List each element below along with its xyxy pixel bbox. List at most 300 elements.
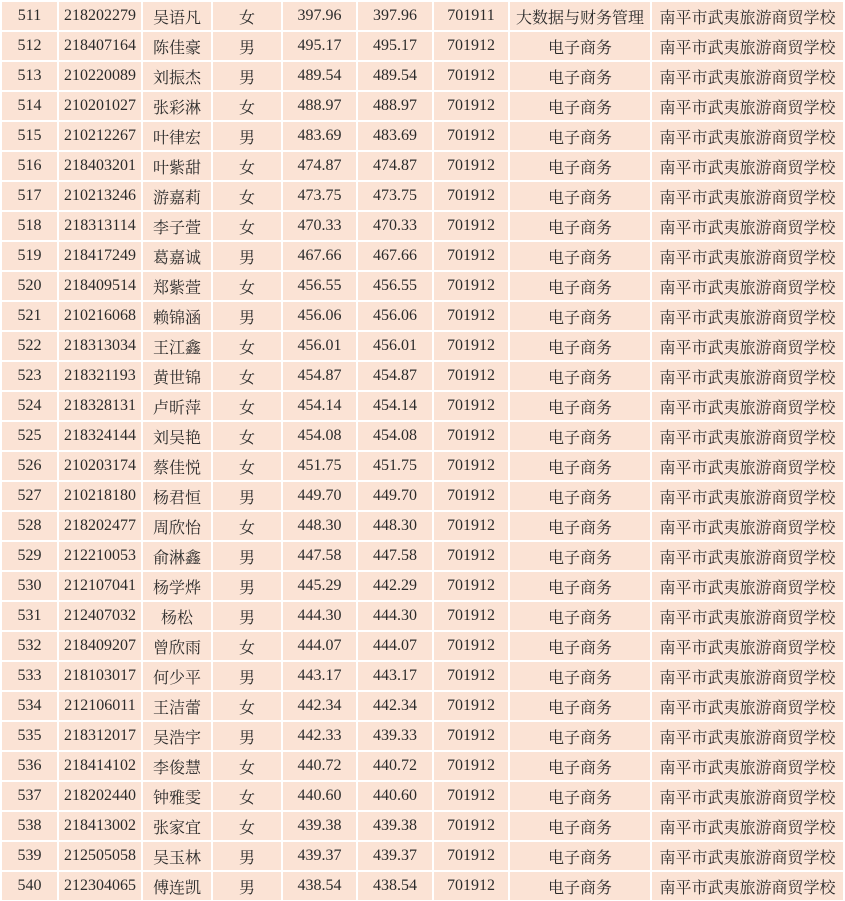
cell-score-final: 456.55 xyxy=(358,272,432,300)
cell-school-name: 南平市武夷旅游商贸学校 xyxy=(652,32,843,60)
cell-student-name: 杨君恒 xyxy=(143,482,211,510)
cell-major: 电子商务 xyxy=(510,842,650,870)
cell-student-id: 218321193 xyxy=(59,362,141,390)
table-row xyxy=(2,152,843,180)
cell-school-name: 南平市武夷旅游商贸学校 xyxy=(652,602,843,630)
cell-seq-number: 523 xyxy=(2,362,57,390)
cell-gender: 女 xyxy=(213,632,281,660)
cell-seq-number: 512 xyxy=(2,32,57,60)
cell-score-final: 439.37 xyxy=(358,842,432,870)
cell-school-name: 南平市武夷旅游商贸学校 xyxy=(652,272,843,300)
cell-gender: 女 xyxy=(213,92,281,120)
cell-major: 电子商务 xyxy=(510,242,650,270)
cell-student-id: 210212267 xyxy=(59,122,141,150)
cell-major: 电子商务 xyxy=(510,872,650,900)
cell-gender: 女 xyxy=(213,362,281,390)
table-row xyxy=(2,722,843,750)
cell-score-primary: 454.08 xyxy=(283,422,356,450)
cell-seq-number: 518 xyxy=(2,212,57,240)
cell-score-primary: 454.14 xyxy=(283,392,356,420)
cell-school-name: 南平市武夷旅游商贸学校 xyxy=(652,122,843,150)
table-row xyxy=(2,392,843,420)
cell-student-id: 218414102 xyxy=(59,752,141,780)
cell-score-final: 488.97 xyxy=(358,92,432,120)
cell-gender: 男 xyxy=(213,242,281,270)
cell-score-primary: 444.07 xyxy=(283,632,356,660)
cell-score-final: 439.33 xyxy=(358,722,432,750)
table-row xyxy=(2,512,843,540)
cell-major: 电子商务 xyxy=(510,272,650,300)
cell-score-primary: 456.06 xyxy=(283,302,356,330)
cell-score-primary: 451.75 xyxy=(283,452,356,480)
cell-school-code: 701912 xyxy=(434,422,508,450)
cell-seq-number: 537 xyxy=(2,782,57,810)
cell-student-name: 吴玉林 xyxy=(143,842,211,870)
cell-student-name: 赖锦涵 xyxy=(143,302,211,330)
table-row xyxy=(2,452,843,480)
cell-school-code: 701912 xyxy=(434,392,508,420)
table-row xyxy=(2,122,843,150)
cell-school-name: 南平市武夷旅游商贸学校 xyxy=(652,632,843,660)
cell-school-name: 南平市武夷旅游商贸学校 xyxy=(652,842,843,870)
cell-gender: 女 xyxy=(213,782,281,810)
cell-student-name: 陈佳豪 xyxy=(143,32,211,60)
cell-major: 电子商务 xyxy=(510,692,650,720)
cell-major: 电子商务 xyxy=(510,122,650,150)
cell-major: 电子商务 xyxy=(510,482,650,510)
cell-score-primary: 495.17 xyxy=(283,32,356,60)
cell-gender: 女 xyxy=(213,452,281,480)
cell-score-primary: 443.17 xyxy=(283,662,356,690)
cell-student-name: 卢昕萍 xyxy=(143,392,211,420)
table-row xyxy=(2,2,843,30)
cell-student-name: 杨松 xyxy=(143,602,211,630)
cell-school-code: 701912 xyxy=(434,362,508,390)
cell-student-id: 218409207 xyxy=(59,632,141,660)
cell-gender: 女 xyxy=(213,692,281,720)
cell-score-primary: 449.70 xyxy=(283,482,356,510)
cell-score-final: 470.33 xyxy=(358,212,432,240)
cell-gender: 男 xyxy=(213,122,281,150)
table-row xyxy=(2,662,843,690)
cell-school-code: 701912 xyxy=(434,332,508,360)
cell-student-id: 210218180 xyxy=(59,482,141,510)
table-row xyxy=(2,242,843,270)
cell-student-id: 218417249 xyxy=(59,242,141,270)
cell-student-name: 叶紫甜 xyxy=(143,152,211,180)
cell-score-primary: 489.54 xyxy=(283,62,356,90)
cell-school-name: 南平市武夷旅游商贸学校 xyxy=(652,422,843,450)
cell-student-name: 俞淋鑫 xyxy=(143,542,211,570)
cell-school-name: 南平市武夷旅游商贸学校 xyxy=(652,242,843,270)
cell-school-code: 701912 xyxy=(434,62,508,90)
cell-seq-number: 539 xyxy=(2,842,57,870)
cell-score-final: 474.87 xyxy=(358,152,432,180)
cell-score-final: 442.34 xyxy=(358,692,432,720)
cell-student-name: 张彩淋 xyxy=(143,92,211,120)
cell-score-primary: 397.96 xyxy=(283,2,356,30)
cell-gender: 女 xyxy=(213,512,281,540)
cell-seq-number: 513 xyxy=(2,62,57,90)
table-row xyxy=(2,872,843,900)
cell-score-primary: 442.34 xyxy=(283,692,356,720)
table-row xyxy=(2,422,843,450)
cell-student-id: 218202279 xyxy=(59,2,141,30)
cell-score-primary: 456.55 xyxy=(283,272,356,300)
cell-gender: 女 xyxy=(213,332,281,360)
cell-seq-number: 530 xyxy=(2,572,57,600)
cell-seq-number: 522 xyxy=(2,332,57,360)
cell-student-name: 傅连凯 xyxy=(143,872,211,900)
cell-student-name: 蔡佳悦 xyxy=(143,452,211,480)
cell-score-primary: 440.72 xyxy=(283,752,356,780)
cell-school-code: 701912 xyxy=(434,752,508,780)
cell-school-code: 701912 xyxy=(434,32,508,60)
cell-school-code: 701912 xyxy=(434,632,508,660)
cell-gender: 男 xyxy=(213,722,281,750)
cell-school-name: 南平市武夷旅游商贸学校 xyxy=(652,692,843,720)
cell-score-final: 454.14 xyxy=(358,392,432,420)
cell-score-final: 439.38 xyxy=(358,812,432,840)
cell-score-primary: 444.30 xyxy=(283,602,356,630)
cell-school-name: 南平市武夷旅游商贸学校 xyxy=(652,212,843,240)
table-row xyxy=(2,92,843,120)
cell-score-primary: 467.66 xyxy=(283,242,356,270)
cell-student-id: 212505058 xyxy=(59,842,141,870)
table-row xyxy=(2,632,843,660)
cell-score-primary: 454.87 xyxy=(283,362,356,390)
cell-major: 电子商务 xyxy=(510,542,650,570)
cell-school-code: 701912 xyxy=(434,212,508,240)
cell-seq-number: 532 xyxy=(2,632,57,660)
cell-school-code: 701912 xyxy=(434,782,508,810)
cell-student-name: 张家宜 xyxy=(143,812,211,840)
cell-score-final: 440.60 xyxy=(358,782,432,810)
cell-student-name: 刘吴艳 xyxy=(143,422,211,450)
cell-school-name: 南平市武夷旅游商贸学校 xyxy=(652,662,843,690)
cell-score-final: 456.01 xyxy=(358,332,432,360)
cell-school-code: 701912 xyxy=(434,302,508,330)
cell-seq-number: 534 xyxy=(2,692,57,720)
cell-school-code: 701911 xyxy=(434,2,508,30)
cell-score-primary: 445.29 xyxy=(283,572,356,600)
cell-gender: 女 xyxy=(213,272,281,300)
cell-major: 大数据与财务管理 xyxy=(510,2,650,30)
cell-seq-number: 524 xyxy=(2,392,57,420)
cell-major: 电子商务 xyxy=(510,32,650,60)
cell-score-final: 438.54 xyxy=(358,872,432,900)
cell-student-id: 210216068 xyxy=(59,302,141,330)
cell-score-primary: 456.01 xyxy=(283,332,356,360)
table-row xyxy=(2,602,843,630)
cell-school-name: 南平市武夷旅游商贸学校 xyxy=(652,752,843,780)
cell-student-id: 210213246 xyxy=(59,182,141,210)
cell-score-primary: 438.54 xyxy=(283,872,356,900)
cell-school-name: 南平市武夷旅游商贸学校 xyxy=(652,482,843,510)
cell-student-id: 218328131 xyxy=(59,392,141,420)
cell-student-name: 钟雅雯 xyxy=(143,782,211,810)
cell-seq-number: 540 xyxy=(2,872,57,900)
cell-major: 电子商务 xyxy=(510,392,650,420)
cell-school-code: 701912 xyxy=(434,692,508,720)
cell-score-primary: 473.75 xyxy=(283,182,356,210)
table-row xyxy=(2,542,843,570)
cell-seq-number: 536 xyxy=(2,752,57,780)
cell-school-code: 701912 xyxy=(434,122,508,150)
cell-score-final: 454.08 xyxy=(358,422,432,450)
cell-school-name: 南平市武夷旅游商贸学校 xyxy=(652,302,843,330)
cell-school-name: 南平市武夷旅游商贸学校 xyxy=(652,572,843,600)
cell-student-name: 李俊慧 xyxy=(143,752,211,780)
cell-gender: 女 xyxy=(213,182,281,210)
cell-gender: 男 xyxy=(213,842,281,870)
cell-student-id: 212407032 xyxy=(59,602,141,630)
cell-student-name: 郑紫萱 xyxy=(143,272,211,300)
cell-major: 电子商务 xyxy=(510,422,650,450)
cell-student-id: 212107041 xyxy=(59,572,141,600)
cell-student-name: 游嘉莉 xyxy=(143,182,211,210)
cell-student-id: 218202440 xyxy=(59,782,141,810)
cell-school-code: 701912 xyxy=(434,152,508,180)
cell-score-final: 467.66 xyxy=(358,242,432,270)
cell-major: 电子商务 xyxy=(510,62,650,90)
cell-student-id: 210201027 xyxy=(59,92,141,120)
cell-seq-number: 535 xyxy=(2,722,57,750)
cell-student-id: 218313114 xyxy=(59,212,141,240)
cell-score-final: 448.30 xyxy=(358,512,432,540)
cell-student-id: 218409514 xyxy=(59,272,141,300)
cell-student-name: 叶律宏 xyxy=(143,122,211,150)
cell-seq-number: 517 xyxy=(2,182,57,210)
cell-gender: 男 xyxy=(213,572,281,600)
cell-score-primary: 442.33 xyxy=(283,722,356,750)
cell-school-name: 南平市武夷旅游商贸学校 xyxy=(652,362,843,390)
cell-school-code: 701912 xyxy=(434,722,508,750)
cell-school-name: 南平市武夷旅游商贸学校 xyxy=(652,542,843,570)
cell-school-name: 南平市武夷旅游商贸学校 xyxy=(652,812,843,840)
cell-student-id: 218312017 xyxy=(59,722,141,750)
table-row xyxy=(2,782,843,810)
cell-gender: 男 xyxy=(213,482,281,510)
cell-school-name: 南平市武夷旅游商贸学校 xyxy=(652,182,843,210)
cell-major: 电子商务 xyxy=(510,812,650,840)
cell-score-primary: 470.33 xyxy=(283,212,356,240)
cell-score-final: 443.17 xyxy=(358,662,432,690)
cell-score-final: 489.54 xyxy=(358,62,432,90)
cell-seq-number: 520 xyxy=(2,272,57,300)
cell-score-final: 397.96 xyxy=(358,2,432,30)
cell-gender: 女 xyxy=(213,2,281,30)
cell-score-final: 473.75 xyxy=(358,182,432,210)
table-row xyxy=(2,842,843,870)
table-row xyxy=(2,482,843,510)
cell-gender: 女 xyxy=(213,212,281,240)
cell-student-name: 葛嘉诚 xyxy=(143,242,211,270)
cell-student-id: 218324144 xyxy=(59,422,141,450)
cell-gender: 女 xyxy=(213,812,281,840)
cell-major: 电子商务 xyxy=(510,782,650,810)
cell-score-primary: 488.97 xyxy=(283,92,356,120)
table-body xyxy=(2,2,843,900)
cell-seq-number: 514 xyxy=(2,92,57,120)
cell-gender: 男 xyxy=(213,662,281,690)
table-row xyxy=(2,302,843,330)
cell-school-name: 南平市武夷旅游商贸学校 xyxy=(652,512,843,540)
table-row xyxy=(2,182,843,210)
cell-student-name: 吴浩宇 xyxy=(143,722,211,750)
cell-major: 电子商务 xyxy=(510,302,650,330)
table-row xyxy=(2,212,843,240)
cell-student-name: 杨学烨 xyxy=(143,572,211,600)
cell-student-name: 黄世锦 xyxy=(143,362,211,390)
cell-student-name: 王洁蕾 xyxy=(143,692,211,720)
cell-seq-number: 525 xyxy=(2,422,57,450)
cell-student-name: 王江鑫 xyxy=(143,332,211,360)
cell-student-id: 218313034 xyxy=(59,332,141,360)
cell-major: 电子商务 xyxy=(510,332,650,360)
cell-school-code: 701912 xyxy=(434,512,508,540)
cell-school-code: 701912 xyxy=(434,452,508,480)
cell-school-code: 701912 xyxy=(434,542,508,570)
table-row xyxy=(2,752,843,780)
cell-school-name: 南平市武夷旅游商贸学校 xyxy=(652,872,843,900)
cell-student-id: 210220089 xyxy=(59,62,141,90)
cell-score-final: 451.75 xyxy=(358,452,432,480)
cell-seq-number: 515 xyxy=(2,122,57,150)
cell-school-code: 701912 xyxy=(434,92,508,120)
cell-student-id: 218407164 xyxy=(59,32,141,60)
cell-score-final: 495.17 xyxy=(358,32,432,60)
cell-gender: 男 xyxy=(213,872,281,900)
cell-major: 电子商务 xyxy=(510,512,650,540)
cell-school-code: 701912 xyxy=(434,602,508,630)
cell-gender: 男 xyxy=(213,542,281,570)
cell-major: 电子商务 xyxy=(510,662,650,690)
table-row xyxy=(2,572,843,600)
cell-school-name: 南平市武夷旅游商贸学校 xyxy=(652,452,843,480)
cell-gender: 男 xyxy=(213,32,281,60)
cell-student-name: 吴语凡 xyxy=(143,2,211,30)
cell-school-code: 701912 xyxy=(434,182,508,210)
cell-student-name: 曾欣雨 xyxy=(143,632,211,660)
cell-student-name: 周欣怡 xyxy=(143,512,211,540)
cell-major: 电子商务 xyxy=(510,602,650,630)
cell-student-id: 212304065 xyxy=(59,872,141,900)
cell-school-name: 南平市武夷旅游商贸学校 xyxy=(652,722,843,750)
cell-score-final: 440.72 xyxy=(358,752,432,780)
cell-seq-number: 516 xyxy=(2,152,57,180)
cell-score-final: 447.58 xyxy=(358,542,432,570)
cell-seq-number: 521 xyxy=(2,302,57,330)
cell-major: 电子商务 xyxy=(510,152,650,180)
cell-major: 电子商务 xyxy=(510,722,650,750)
cell-school-code: 701912 xyxy=(434,272,508,300)
cell-score-primary: 440.60 xyxy=(283,782,356,810)
cell-seq-number: 519 xyxy=(2,242,57,270)
cell-school-code: 701912 xyxy=(434,482,508,510)
cell-score-final: 444.07 xyxy=(358,632,432,660)
cell-school-name: 南平市武夷旅游商贸学校 xyxy=(652,2,843,30)
cell-gender: 男 xyxy=(213,62,281,90)
cell-school-name: 南平市武夷旅游商贸学校 xyxy=(652,62,843,90)
cell-score-final: 442.29 xyxy=(358,572,432,600)
cell-seq-number: 529 xyxy=(2,542,57,570)
cell-score-final: 449.70 xyxy=(358,482,432,510)
cell-school-code: 701912 xyxy=(434,662,508,690)
cell-gender: 女 xyxy=(213,752,281,780)
cell-school-name: 南平市武夷旅游商贸学校 xyxy=(652,392,843,420)
cell-major: 电子商务 xyxy=(510,92,650,120)
cell-major: 电子商务 xyxy=(510,452,650,480)
cell-student-id: 212210053 xyxy=(59,542,141,570)
cell-score-final: 454.87 xyxy=(358,362,432,390)
cell-gender: 男 xyxy=(213,302,281,330)
cell-school-name: 南平市武夷旅游商贸学校 xyxy=(652,152,843,180)
cell-major: 电子商务 xyxy=(510,572,650,600)
table-row xyxy=(2,692,843,720)
cell-score-primary: 483.69 xyxy=(283,122,356,150)
table-row xyxy=(2,272,843,300)
cell-student-id: 218413002 xyxy=(59,812,141,840)
cell-student-id: 218103017 xyxy=(59,662,141,690)
cell-gender: 女 xyxy=(213,152,281,180)
cell-school-name: 南平市武夷旅游商贸学校 xyxy=(652,782,843,810)
cell-school-code: 701912 xyxy=(434,242,508,270)
cell-gender: 男 xyxy=(213,602,281,630)
cell-score-final: 483.69 xyxy=(358,122,432,150)
cell-student-id: 218202477 xyxy=(59,512,141,540)
cell-score-final: 444.30 xyxy=(358,602,432,630)
table-row xyxy=(2,812,843,840)
cell-school-code: 701912 xyxy=(434,842,508,870)
cell-seq-number: 533 xyxy=(2,662,57,690)
cell-school-name: 南平市武夷旅游商贸学校 xyxy=(652,92,843,120)
cell-major: 电子商务 xyxy=(510,182,650,210)
cell-student-id: 218403201 xyxy=(59,152,141,180)
table-row xyxy=(2,332,843,360)
table-row xyxy=(2,362,843,390)
cell-score-primary: 439.37 xyxy=(283,842,356,870)
cell-gender: 女 xyxy=(213,422,281,450)
cell-student-id: 212106011 xyxy=(59,692,141,720)
cell-seq-number: 511 xyxy=(2,2,57,30)
cell-score-primary: 474.87 xyxy=(283,152,356,180)
cell-student-name: 李子萱 xyxy=(143,212,211,240)
table-row xyxy=(2,62,843,90)
cell-major: 电子商务 xyxy=(510,632,650,660)
cell-seq-number: 538 xyxy=(2,812,57,840)
cell-score-primary: 448.30 xyxy=(283,512,356,540)
cell-seq-number: 526 xyxy=(2,452,57,480)
cell-major: 电子商务 xyxy=(510,362,650,390)
cell-score-primary: 439.38 xyxy=(283,812,356,840)
cell-school-code: 701912 xyxy=(434,572,508,600)
cell-student-id: 210203174 xyxy=(59,452,141,480)
cell-school-code: 701912 xyxy=(434,872,508,900)
cell-score-final: 456.06 xyxy=(358,302,432,330)
cell-student-name: 何少平 xyxy=(143,662,211,690)
cell-score-primary: 447.58 xyxy=(283,542,356,570)
cell-gender: 女 xyxy=(213,392,281,420)
cell-major: 电子商务 xyxy=(510,212,650,240)
cell-seq-number: 528 xyxy=(2,512,57,540)
cell-seq-number: 527 xyxy=(2,482,57,510)
cell-school-code: 701912 xyxy=(434,812,508,840)
table-row xyxy=(2,32,843,60)
cell-school-name: 南平市武夷旅游商贸学校 xyxy=(652,332,843,360)
cell-student-name: 刘振杰 xyxy=(143,62,211,90)
cell-seq-number: 531 xyxy=(2,602,57,630)
